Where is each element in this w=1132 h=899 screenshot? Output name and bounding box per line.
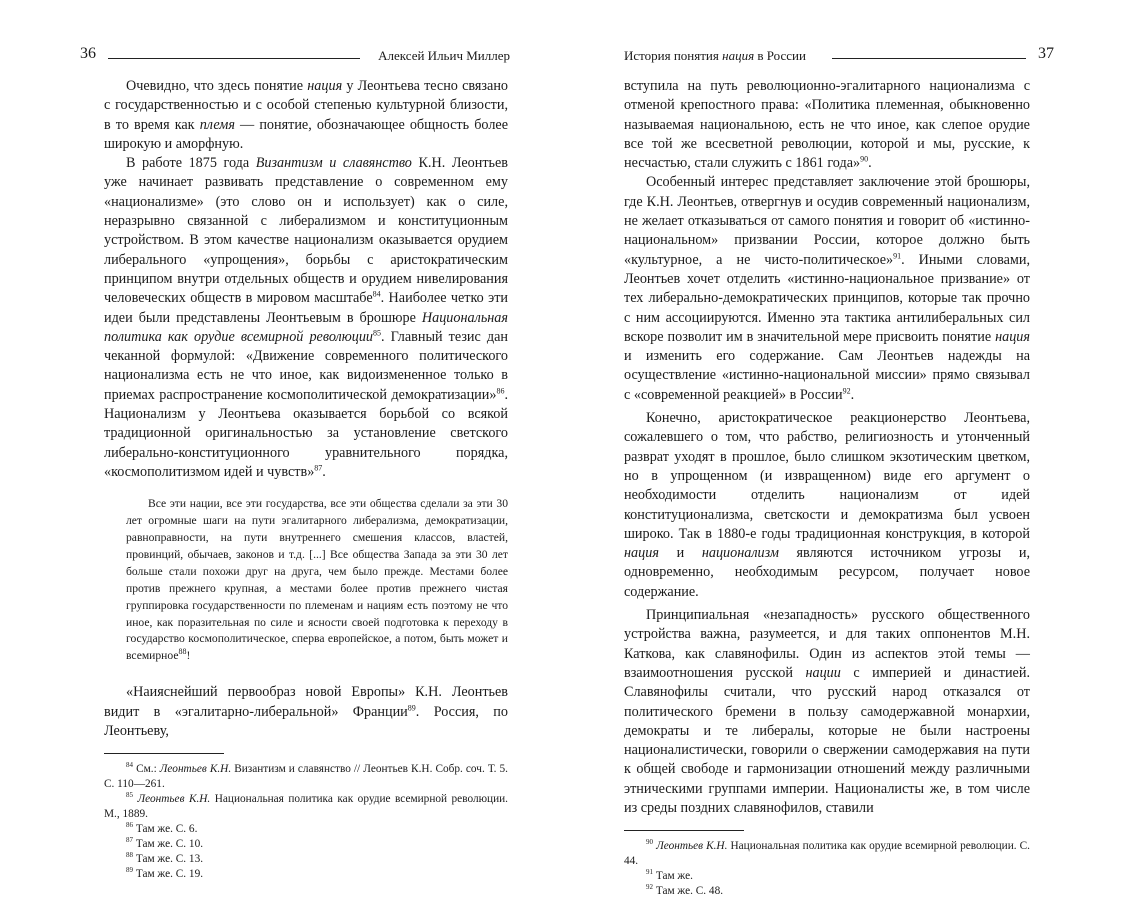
right-page — [566, 0, 1132, 897]
left-page-number: 36 — [80, 45, 96, 62]
left-paragraph-2: В работе 1875 года Византизм и славянство К.Н. Леонтьев уже начинает развивать представление о современном ему «национализме» (это слово он и использует) как о силе, неразрывно связанной с либерализмом и конституционным устройством. В этом качестве национализм оказывается орудием либерального «упрощения», борьбы с аристократическим принципом внутри отдельных обществ и орудием нивелирования человеческих обществ в мировом масштабе$^{84}$. Наиболее четко эти идеи были представлены Леонтьевым в брошюре Национальная политика как орудие всемирной революции$^{85}$. Главный тезис дан чеканной формулой: «Движение современного политического национализма есть не что иное, как видоизмененное только в приемах распространение космополитической демократизации»$^{86}$. Национализм у Леонтьева оказывается борьбой со всякой традиционной оригинальностью за установление светского либерально-конституционного уравнительного порядка, «космополитизмом идей и чувств»$^{87}$. — [104, 155, 509, 480]
left-page — [0, 0, 566, 880]
left-header-rule — [108, 58, 360, 59]
footnote: $^{85}$ Леонтьев К.Н. Национальная политика как орудие всемирной революции. М., 1889. — [104, 791, 508, 820]
footnote-ref-89: 89 — [407, 702, 416, 712]
right-footnotes — [624, 839, 1030, 899]
right-paragraph-1: вступила на путь революционно-эгалитарного национализма с отменой крепостного права: «Политика племенная, обыкновенно называемая национальною, есть не что иное, как слепое орудие все той же всесветной революции, которой и мы, русские, к несчастью, стали служить с 1861 года»$^{90}$. — [624, 78, 1030, 172]
right-paragraph-2: Особенный интерес представляет заключение этой брошюры, где К.Н. Леонтьев, отвергнув и осудив современный национализм, не желает отказываться от самого понятия и говорит об «истинно-национальном» призвании России, которое должно быть «культурное, а не чисто-политическое»$^{91}$. Иными словами, Леонтьев хочет отделить «истинно-национальное призвание» от тех либерально-демократических принципов, которые так прочно с ним ассоциируются. Именно эта тактика антилиберальных сил вскоре позволит им в значительной мере присвоить понятие нация и изменить его содержание. Сам Леонтьев надежды на осуществление «истинно-национальной миссии» прямо связывал с «современной реакцией» в России$^{92}$. — [624, 174, 1031, 403]
footnote-ref-87: 87 — [314, 463, 323, 473]
footnote-ref-88: 88 — [178, 647, 187, 657]
right-running-head-title: История понятия нация в России — [624, 48, 806, 63]
footnote: $^{90}$ Леонтьев К.Н. Национальная политика как орудие всемирной революции. С. 44. — [624, 838, 1030, 868]
right-text-column — [624, 77, 1030, 899]
footnote-ref-92: 92 — [842, 386, 851, 396]
footnote-ref-91: 91 — [893, 250, 902, 260]
right-paragraph-3: Конечно, аристократическое реакционерство Леонтьева, сожалевшего о том, что рабство, религиозность и утонченный разврат уходят в прошлое, было слишком экзотическим цветком, но в упрощенном (и извращенном) виде его аргумент о необходимости отделить национализм от идей конституционализма, светскости и демократизма был усвоен широко. Так в 1880-е годы традиционная конструкция, в которой нация и национализм являются источником угрозы и, одновременно, необходимым ресурсом, получает новое содержание. — [624, 410, 1030, 600]
left-footnotes — [104, 762, 508, 881]
footnote: $^{87}$ Там же. С. 10. — [126, 835, 204, 850]
right-running-header — [624, 46, 1054, 68]
left-running-head-author: Алексей Ильич Миллер — [378, 48, 510, 63]
left-footnote-rule — [104, 753, 224, 754]
footnote-ref-86: 86 — [496, 386, 505, 396]
left-running-header — [80, 46, 510, 68]
footnote: $^{91}$ Там же. — [646, 868, 693, 883]
footnote-ref-84: 84 — [372, 289, 381, 299]
right-page-number: 37 — [1038, 45, 1054, 62]
right-footnote-rule — [624, 830, 744, 831]
left-paragraph-1: Очевидно, что здесь понятие нация у Леонтьева тесно связано с государственностью и с особой степенью культурной близости, в то время как племя — понятие, обозначающее общность более широкую и аморфную. — [104, 78, 509, 152]
left-block-quote: Все эти нации, все эти государства, все эти общества сделали за эти 30 лет огромные шаги на пути эгалитарного либерализма, демократизации, равноправности, на пути внутреннего смешения классов, властей, провинций, обычаев, законов и т.д. [...] Все общества Запада за эти 30 лет больше стали похожи друг на друга, чем было прежде. Местами более против прежнего крупная, а местами более против прежнего чистая группировка государственности по племенам и нациям есть поэтому не что иное, как поразительная по силе и ясности своей подготовка к переходу в государство космополитическое, сперва европейское, а потом, быть может и всемирное$^{88}$! — [126, 497, 508, 663]
footnote: $^{88}$ Там же. С. 13. — [126, 850, 204, 865]
right-header-rule — [832, 58, 1026, 59]
footnote-ref-90: 90 — [860, 154, 869, 164]
footnote: $^{86}$ Там же. С. 6. — [126, 821, 198, 835]
footnote: $^{92}$ Там же. С. 48. — [646, 883, 724, 897]
right-paragraph-4: Принципиальная «незападность» русского общественного устройства важна, разумеется, и для таких оппонентов М.Н. Каткова, как славянофилы. Один из аспектов этой темы — взаимоотношения русской нации с империей и династией. Славянофилы считали, что русский народ отказался от политического бремени в пользу самодержавной монархии, демократы и те либералы, которые не были настроены националистически, говорили о свержении самодержавия на пути к общей свободе и гармонизации отношений между различными этническими группами империи. Националисты же, в том числе из среды поздних славянофилов, ставили — [624, 607, 1030, 816]
left-paragraph-3: «Наияснейший первообраз новой Европы» К.Н. Леонтьев видит в «эгалитарно-либеральной» Франции$^{89}$. Россия, по Леонтьеву, — [104, 684, 508, 739]
footnote-ref-85: 85 — [373, 328, 382, 338]
footnote: $^{89}$ Там же. С. 19. — [126, 865, 204, 880]
left-text-column — [104, 77, 508, 881]
footnote: $^{84}$ См.: Леонтьев К.Н. Византизм и славянство // Леонтьев К.Н. Собр. соч. Т. 5. С. 110—261. — [104, 761, 508, 791]
